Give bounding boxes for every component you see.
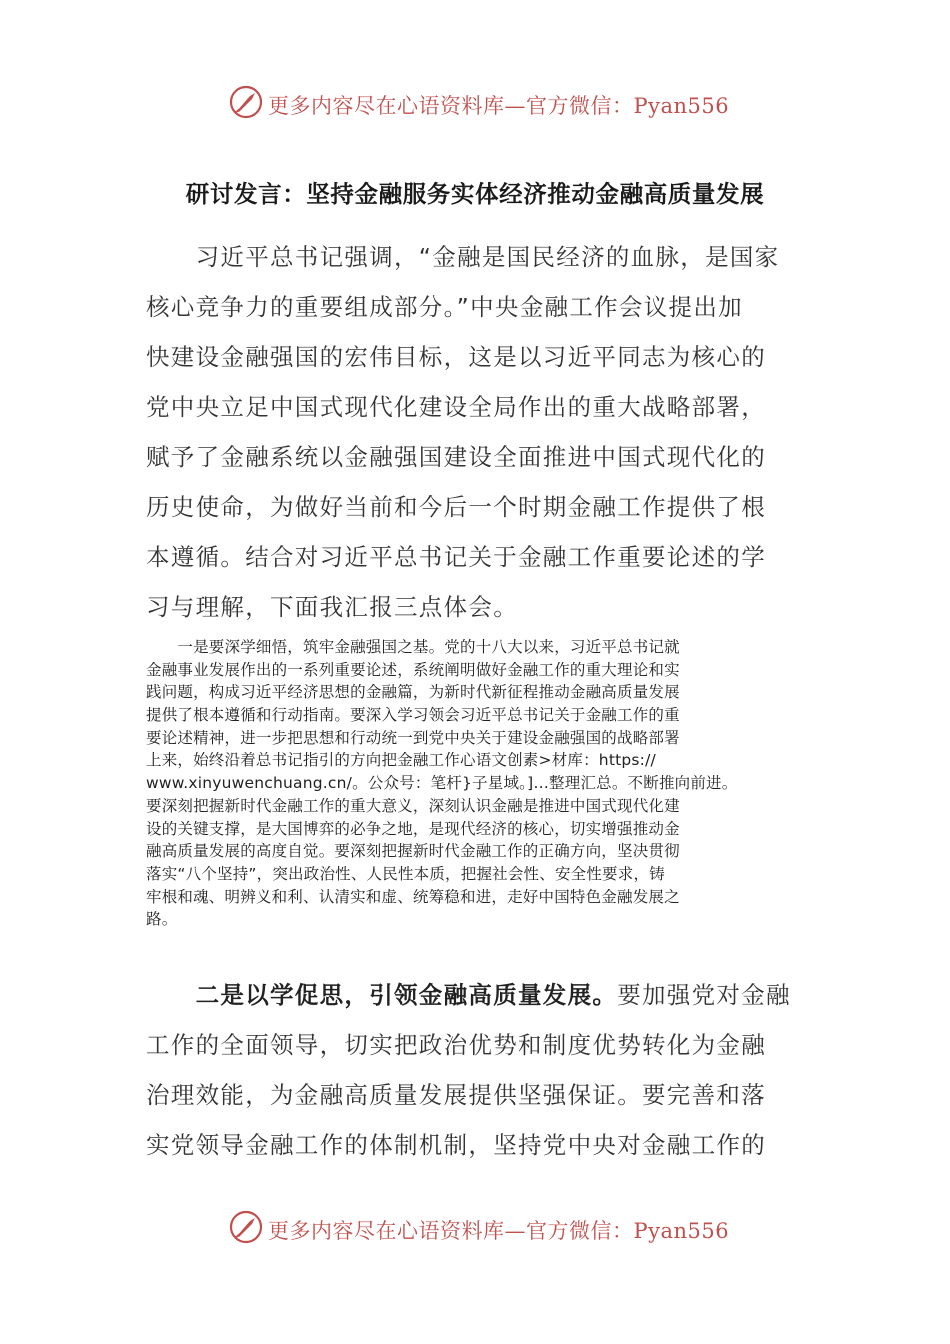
page-title: 研讨发言：坚持金融服务实体经济推动金融高质量发展 [185,180,765,208]
text-line: 历史使命，为做好当前和今后一个时期金融工作提供了根 [146,493,766,521]
text-line: 金融事业发展作出的一系列重要论述，系统阐明做好金融工作的重大理论和实 [146,660,680,679]
text-line: 牢根和魂、明辨义和利、认清实和虚、统筹稳和进，走好中国特色金融发展之 [146,887,680,906]
banner-text: 更多内容尽在心语资料库—官方微信：Pyan556 [268,94,730,118]
text-line: 设的关键支撑，是大国博弈的必争之地，是现代经济的核心，切实增强推动金 [146,819,680,838]
text-line [146,970,806,1020]
point-two-heading: 二是以学促思，引领金融高质量发展。 [146,981,618,1009]
text-line: 落实“八个坚持”，突出政治性、人民性本质，把握社会性、安全性要求，铸 [146,864,665,883]
text-line: 习与理解，下面我汇报三点体会。 [146,593,518,621]
text-line: 提供了根本遵循和行动指南。要深入学习领会习近平总书记关于金融工作的重 [146,706,680,725]
header-watermark-banner [0,84,950,124]
text-line: 路。 [146,910,178,929]
text-line: 融高质量发展的高度自觉。要深刻把握新时代金融工作的正确方向，坚决贯彻 [146,842,680,861]
footer-watermark-banner [0,1209,950,1249]
quill-pen-logo-icon [228,1209,264,1245]
text-line: 核心竞争力的重要组成部分。”中央金融工作会议提出加 [146,293,743,321]
text-line: 赋予了金融系统以金融强国建设全面推进中国式现代化的 [146,443,766,471]
point-one-paragraph [146,636,811,931]
text-line: 习近平总书记强调，“金融是国民经济的血脉，是国家 [146,243,780,271]
text-line: 一是要深学细悟，筑牢金融强国之基。党的十八大以来，习近平总书记就 [146,638,680,656]
text-line: 治理效能，为金融高质量发展提供坚强保证。要完善和落 [146,1081,766,1109]
point-two-paragraph [146,970,806,1170]
banner-text: 更多内容尽在心语资料库—官方微信：Pyan556 [268,1219,730,1243]
text-line: 要论述精神，进一步把思想和行动统一到党中央关于建设金融强国的战略部署 [146,728,680,747]
text-line: 要深刻把握新时代金融工作的重大意义，深刻认识金融是推进中国式现代化建 [146,796,680,815]
text-line: 上来，始终沿着总书记指引的方向把金融工作心语文创素>材库：https:// [146,751,656,770]
quill-pen-logo-icon [228,84,264,120]
text-line: 践问题，构成习近平经济思想的金融篇，为新时代新征程推动金融高质量发展 [146,683,680,702]
text-line: 党中央立足中国式现代化建设全局作出的重大战略部署， [146,393,766,421]
text-line: 实党领导金融工作的体制机制，坚持党中央对金融工作的 [146,1131,766,1159]
text-line: 快建设金融强国的宏伟目标，这是以习近平同志为核心的 [146,343,766,371]
text-line: 工作的全面领导，切实把政治优势和制度优势转化为金融 [146,1031,766,1059]
text-line: 本遵循。结合对习近平总书记关于金融工作重要论述的学 [146,543,766,571]
intro-paragraph [146,232,806,632]
text-line: www.xinyuwenchuang.cn/。公众号：笔杆}子星域。]…整理汇总。不断推向前进。 [146,774,738,793]
text-fragment: 要加强党对金融 [617,981,791,1009]
